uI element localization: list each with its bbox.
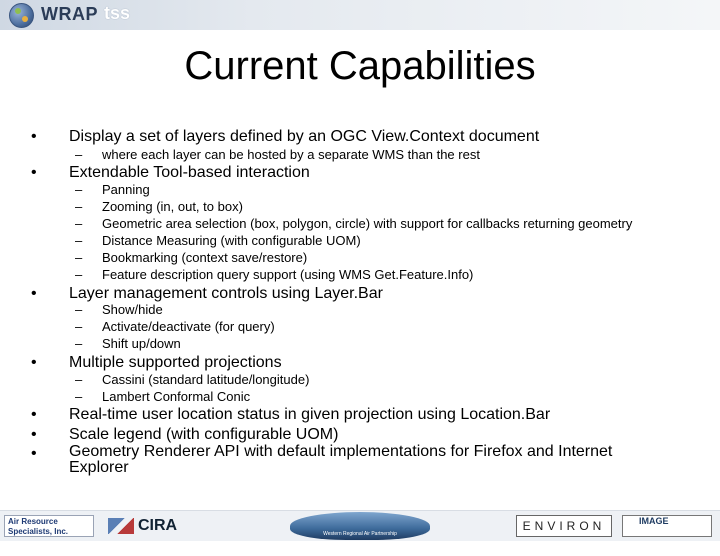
cira-wing-icon bbox=[108, 518, 134, 534]
bullet-icon: • bbox=[31, 164, 37, 181]
environ-logo: ENVIRON bbox=[516, 515, 612, 537]
logo-wrap-text: WRAP bbox=[41, 4, 98, 24]
dash-icon: – bbox=[75, 250, 83, 265]
wrap-partnership-logo: Western Regional Air Partnership bbox=[290, 512, 430, 540]
air-resource-specialists-logo: Air Resource Specialists, Inc. bbox=[4, 515, 94, 537]
slide-title: Current Capabilities bbox=[184, 44, 536, 88]
dash-icon: – bbox=[75, 199, 83, 214]
image-logo: IMAGE bbox=[622, 515, 712, 537]
dash-icon: – bbox=[75, 233, 83, 248]
dash-icon: – bbox=[75, 372, 83, 387]
bullet-icon: • bbox=[31, 426, 37, 443]
bullet-icon: • bbox=[31, 354, 37, 371]
sub-bullet-text: Activate/deactivate (for query) bbox=[102, 319, 275, 334]
bullet-text: Display a set of layers defined by an OGC View.Context document bbox=[69, 128, 540, 145]
dash-icon: – bbox=[75, 319, 83, 334]
bullet-text: Multiple supported projections bbox=[69, 354, 282, 371]
sub-bullet-text: Bookmarking (context save/restore) bbox=[102, 250, 308, 265]
footer-logo-bar bbox=[0, 510, 720, 541]
sub-bullet-text: Show/hide bbox=[102, 302, 163, 317]
dash-icon: – bbox=[75, 147, 83, 162]
sub-bullet-text: Lambert Conformal Conic bbox=[102, 389, 251, 404]
bullet-text: Scale legend (with configurable UOM) bbox=[69, 426, 339, 443]
bullet-text: Geometry Renderer API with default implementations for Firefox and Internet Explorer bbox=[69, 443, 613, 476]
cira-logo bbox=[108, 515, 206, 537]
bullet-icon: • bbox=[31, 406, 37, 423]
dash-icon: – bbox=[75, 216, 83, 231]
dash-icon: – bbox=[75, 302, 83, 317]
sub-bullet-text: Panning bbox=[102, 182, 150, 197]
sub-bullet-text: Distance Measuring (with configurable UOM) bbox=[102, 233, 361, 248]
sub-bullet-text: Zooming (in, out, to box) bbox=[102, 199, 243, 214]
sub-bullet-text: Feature description query support (using WMS Get.Feature.Info) bbox=[102, 267, 474, 282]
logo-tss-text: tss bbox=[104, 3, 131, 23]
sub-bullet-text: Cassini (standard latitude/longitude) bbox=[102, 372, 310, 387]
dash-icon: – bbox=[75, 389, 83, 404]
dash-icon: – bbox=[75, 182, 83, 197]
sub-bullet-text: Shift up/down bbox=[102, 336, 181, 351]
bullet-text: Layer management controls using Layer.Bar bbox=[69, 285, 383, 302]
bullet-icon: • bbox=[31, 445, 37, 462]
bullet-icon: • bbox=[31, 128, 37, 145]
cira-logo-text: CIRA bbox=[138, 517, 178, 534]
sub-bullet-text: where each layer can be hosted by a separate WMS than the rest bbox=[102, 147, 480, 162]
bullet-text: Real-time user location status in given projection using Location.Bar bbox=[69, 406, 551, 423]
header-bar bbox=[0, 0, 720, 30]
dash-icon: – bbox=[75, 336, 83, 351]
wrap-logo-icon bbox=[9, 3, 34, 28]
dash-icon: – bbox=[75, 267, 83, 282]
bullet-icon: • bbox=[31, 285, 37, 302]
bullet-text: Extendable Tool-based interaction bbox=[69, 164, 310, 181]
sub-bullet-text: Geometric area selection (box, polygon, circle) with support for callbacks returning geometry bbox=[102, 216, 633, 231]
